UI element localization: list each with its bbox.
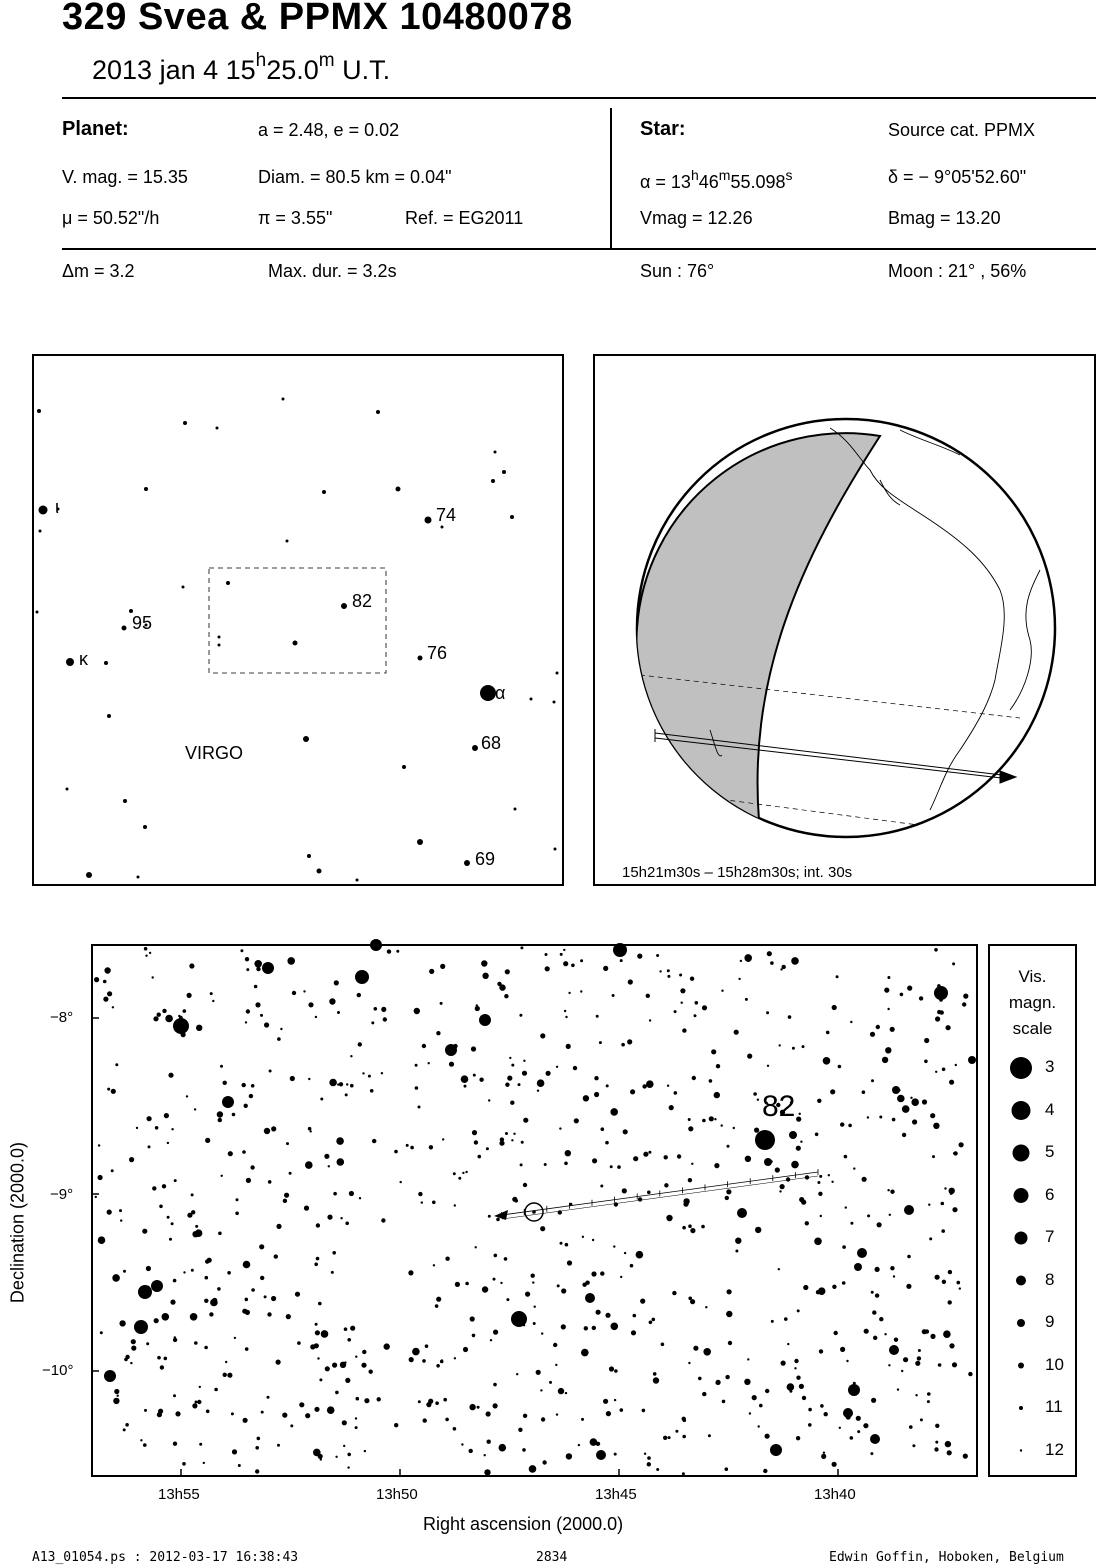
y-axis-label: Declination (2000.0) [7,1141,28,1304]
page-title: 329 Svea & PPMX 10480078 [62,0,573,38]
planet-motion: μ = 50.52"/h [62,208,160,228]
star-dec: δ = − 9°05'52.60" [888,167,1027,187]
max-duration: Max. dur. = 3.2s [268,261,397,281]
star-label: ι [55,497,59,517]
x-tick-label: 13h45 [595,1486,637,1503]
star-ra-h-unit: h [690,167,699,183]
sun-elongation: Sun : 76° [640,261,715,281]
star-ra-minutes: 46 [698,172,719,192]
star-source: Source cat. PPMX [888,120,1036,140]
footer-file: A13_01054.ps : 2012-03-17 16:38:43 [32,1550,299,1565]
star-label: 95 [132,613,153,633]
legend-mag-label: 3 [1045,1057,1055,1076]
legend-title-line: scale [1012,1019,1053,1038]
x-tick-label: 13h50 [376,1486,418,1503]
legend-title-line: magn. [1008,993,1057,1012]
planet-vmag: V. mag. = 15.35 [62,167,188,187]
legend-dot [1018,1363,1024,1369]
star-vmag: Vmag = 12.26 [640,208,753,228]
legend-mag-label: 8 [1045,1269,1055,1289]
legend-mag-label: 10 [1045,1354,1064,1374]
legend-dot [1012,1101,1031,1120]
planet-ref: Ref. = EG2011 [405,208,524,228]
legend-mag-label: 5 [1045,1142,1055,1161]
legend-dot [1017,1319,1025,1327]
star-label: 68 [481,733,502,753]
star-ra-m-unit: m [718,167,731,183]
planet-heading: Planet: [62,118,129,140]
footer-number: 2834 [536,1550,568,1565]
legend-mag-label: 11 [1045,1397,1063,1416]
globe-caption: 15h21m30s – 15h28m30s; int. 30s [622,864,853,881]
x-tick-label: 13h40 [814,1486,856,1503]
star-label: 76 [427,643,448,663]
star-label: κ [79,649,88,669]
legend-mag-label: 9 [1045,1312,1055,1331]
star-heading: Star: [640,118,686,140]
x-tick-label: 13h55 [158,1486,200,1503]
event-date: 2013 jan 4 15 [92,55,256,85]
target-star-label: 82 [762,1090,796,1123]
legend-dot [1014,1188,1029,1203]
legend-dot [1010,1057,1032,1079]
star-bmag: Bmag = 13.20 [888,208,1001,228]
event-minutes: 25.0 [266,55,319,85]
star-ra-s-unit: s [785,167,793,183]
legend-mag-label: 4 [1045,1099,1055,1119]
star-ra-hours: α = 13 [640,172,691,192]
planet-parallax: π = 3.55" [258,208,333,228]
legend-dot [1016,1276,1026,1286]
planet-orbit: a = 2.48, e = 0.02 [258,120,400,140]
moon-info: Moon : 21° , 56% [888,261,1027,281]
hour-unit: h [255,50,267,71]
minute-unit: m [318,50,335,71]
x-axis-label: Right ascension (2000.0) [423,1514,624,1534]
planet-diameter: Diam. = 80.5 km = 0.04" [258,167,452,187]
constellation-name: VIRGO [185,743,244,763]
legend-mag-label: 12 [1045,1439,1064,1459]
legend-dot [1015,1232,1028,1245]
time-suffix: U.T. [334,55,391,85]
legend-dot [1019,1406,1023,1410]
footer-author: Edwin Goffin, Hoboken, Belgium [829,1550,1064,1565]
legend-title-line: Vis. [1018,967,1047,986]
legend-dot [1020,1449,1022,1451]
y-tick-label: −9° [50,1186,74,1203]
legend-dot [1013,1145,1030,1162]
y-tick-label: −10° [42,1362,74,1379]
y-tick-label: −8° [50,1009,74,1026]
delta-mag: Δm = 3.2 [62,261,135,281]
legend-mag-label: 6 [1045,1184,1055,1204]
star-label: 82 [352,591,373,611]
star-ra-seconds: 55.098 [730,172,786,192]
star-label: α [495,683,506,703]
star-label: 69 [475,849,496,869]
star-label: 74 [436,505,457,525]
legend-mag-label: 7 [1045,1227,1055,1246]
